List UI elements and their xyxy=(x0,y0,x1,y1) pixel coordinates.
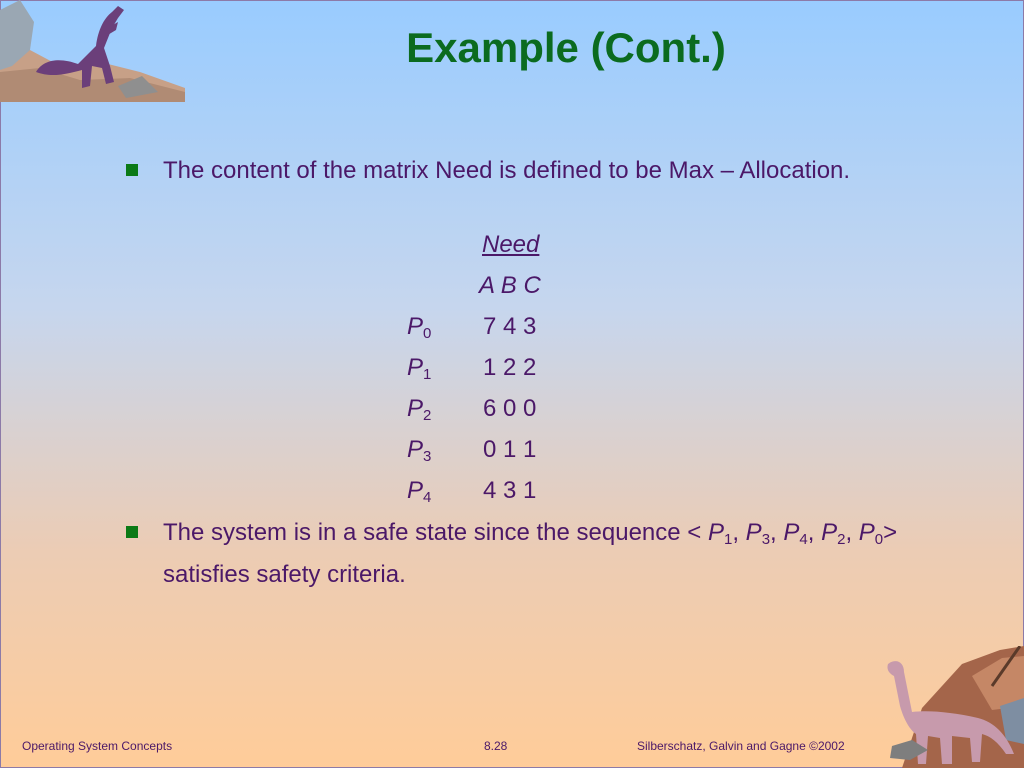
matrix-title: Need xyxy=(482,231,540,258)
bullet-square-icon xyxy=(126,526,138,538)
need-values: 4 3 1 xyxy=(483,477,537,504)
footer-page-number: 8.28 xyxy=(484,739,508,753)
need-values: 7 4 3 xyxy=(483,313,537,340)
matrix-row xyxy=(407,313,627,345)
process-label: $P_1$ xyxy=(407,354,432,383)
process-label: $P_3$ xyxy=(407,436,432,465)
bullet-item-2 xyxy=(126,515,966,592)
dinosaur-brachiosaurus-icon xyxy=(882,646,1024,768)
bullet-square-icon xyxy=(126,164,138,176)
slide-title: Example (Cont.) xyxy=(406,24,726,71)
matrix-row xyxy=(407,436,627,468)
matrix-row xyxy=(407,354,627,386)
footer-right: Silberschatz, Galvin and Gagne ©2002 xyxy=(637,739,845,753)
need-values: 1 2 2 xyxy=(483,354,537,381)
footer-left: Operating System Concepts xyxy=(22,739,173,753)
need-values: 6 0 0 xyxy=(483,395,537,422)
process-label: $P_2$ xyxy=(407,395,432,424)
bullet-text-2: The system is in a safe state since the sequence < $P_1$, $P_3$, $P_4$, $P_2$, $P_0>$ satisfies safety criteria. xyxy=(163,519,898,588)
bullet-text-1: The content of the matrix Need is defined to be Max – Allocation. xyxy=(163,157,851,184)
process-label: $P_0$ xyxy=(407,313,432,342)
matrix-row xyxy=(407,395,627,427)
bullet-item-1 xyxy=(126,153,966,188)
matrix-column-headers: A B C xyxy=(479,272,541,299)
process-label: $P_4$ xyxy=(407,477,432,506)
need-values: 0 1 1 xyxy=(483,436,537,463)
matrix-row xyxy=(407,477,627,509)
